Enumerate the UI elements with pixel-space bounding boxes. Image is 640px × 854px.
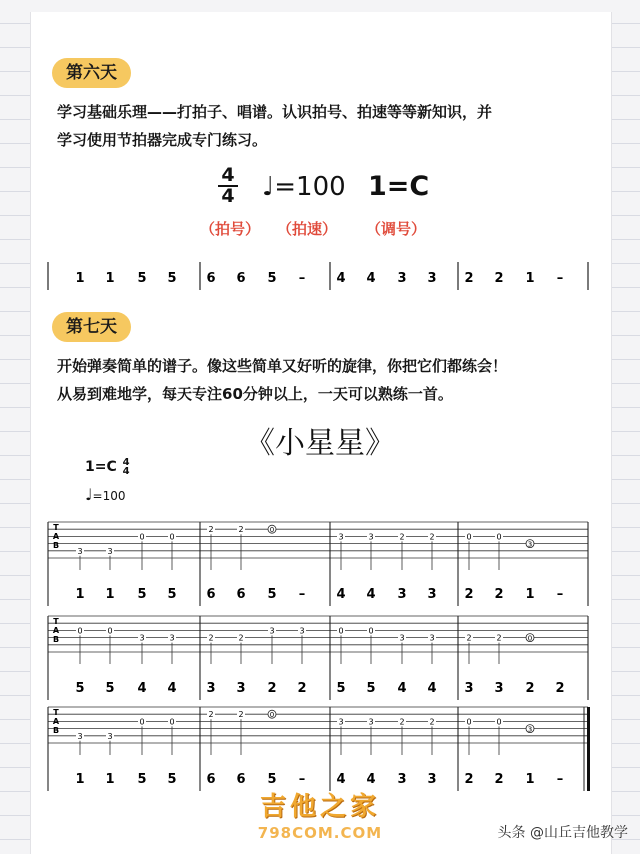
tab-clef-letter: B	[52, 635, 60, 644]
tab-fret-number: 3	[139, 633, 145, 643]
tab-clef-letter: T	[53, 708, 59, 717]
day6-note: 1	[525, 271, 535, 286]
time-signature-bottom: 4	[221, 185, 235, 207]
song-note: 1	[75, 587, 85, 602]
watermark-logo: 吉他之家	[259, 792, 380, 822]
song-note: 5	[267, 772, 277, 787]
song-note: 3	[494, 681, 504, 696]
song-note: 1	[525, 587, 535, 602]
label-key: （调号）	[366, 220, 427, 238]
song-note: 2	[555, 681, 565, 696]
label-tempo: （拍速）	[277, 220, 338, 238]
tab-fret-number: 0	[338, 626, 344, 636]
song-note: 5	[105, 681, 115, 696]
watermark-url: 798COM.COM	[257, 824, 383, 842]
day6-note: –	[298, 271, 306, 286]
author-credit: 头条 @山丘吉他教学	[497, 825, 628, 841]
tab-fret-number: 3	[399, 633, 405, 643]
song-note: 1	[525, 772, 535, 787]
day7-line-1: 开始弹奏简单的谱子。像这些简单又好听的旋律，你把它们都练会！	[57, 357, 508, 375]
song-note: –	[556, 587, 564, 602]
song-note: 4	[137, 681, 147, 696]
tempo-value: =100	[274, 172, 346, 202]
song-note: 3	[464, 681, 474, 696]
tab-clef-letter: A	[52, 626, 60, 635]
song-note: 6	[206, 772, 216, 787]
song-note: 6	[206, 587, 216, 602]
tab-fret-number: 3	[77, 546, 83, 556]
song-note: 4	[336, 587, 346, 602]
song-note: 4	[336, 772, 346, 787]
tab-clef-letter: B	[52, 726, 60, 735]
tab-clef-letter: A	[52, 717, 60, 726]
tab-fret-number: 0	[466, 717, 472, 727]
tab-fret-number: 3	[368, 532, 374, 542]
tab-fret-number: 0	[169, 532, 175, 542]
song-note: –	[556, 772, 564, 787]
song-note: 2	[297, 681, 307, 696]
tab-fret-number: 0	[496, 717, 502, 727]
day6-note: 4	[366, 271, 376, 286]
day6-note: 1	[75, 271, 85, 286]
tab-fret-number: 3	[368, 717, 374, 727]
tab-fret-number: 0	[107, 626, 113, 636]
day6-line-2: 学习使用节拍器完成专门练习。	[57, 131, 268, 149]
day6-note: 5	[167, 271, 177, 286]
tab-fret-number: 2	[238, 710, 244, 720]
day6-note: 5	[267, 271, 277, 286]
song-note: 5	[366, 681, 376, 696]
song-note: 3	[206, 681, 216, 696]
quarter-note-icon: ♩	[262, 172, 275, 202]
tab-clef-letter: B	[52, 541, 60, 550]
day6-note: 6	[236, 271, 246, 286]
day6-note: 5	[137, 271, 147, 286]
tab-clef-letter: T	[53, 523, 59, 532]
song-note: 4	[427, 681, 437, 696]
final-thick-barline	[587, 707, 590, 791]
tab-fret-number: 3	[269, 626, 275, 636]
song-note: 2	[494, 772, 504, 787]
day6-badge: 第六天	[52, 58, 131, 88]
tab-fret-number: 3	[169, 633, 175, 643]
tab-fret-number: 3	[338, 532, 344, 542]
day7-line-2: 从易到难地学，每天专注60分钟以上，一天可以熟练一首。	[57, 385, 453, 403]
tab-clef-letter: A	[52, 532, 60, 541]
day6-note: 4	[336, 271, 346, 286]
song-note: 4	[397, 681, 407, 696]
tab-fret-number: 3	[77, 731, 83, 741]
song-note: 2	[464, 587, 474, 602]
song-note: 2	[494, 587, 504, 602]
tab-fret-number: 0	[269, 711, 275, 720]
song-note: 6	[236, 587, 246, 602]
tab-fret-number: 3	[107, 731, 113, 741]
song-note: 4	[167, 681, 177, 696]
song-note: 5	[137, 772, 147, 787]
song-note: 5	[137, 587, 147, 602]
tab-fret-number: 2	[429, 717, 435, 727]
song-note: 6	[236, 772, 246, 787]
day7-badge: 第七天	[52, 312, 131, 342]
song-note: 3	[427, 772, 437, 787]
day6-note: 2	[494, 271, 504, 286]
song-note: 3	[397, 772, 407, 787]
tab-fret-number: 0	[269, 526, 275, 535]
tab-clef-letter: T	[53, 617, 59, 626]
tab-fret-number: 0	[466, 532, 472, 542]
song-note: 4	[366, 772, 376, 787]
tab-fret-number: 0	[527, 634, 533, 643]
song-note: 3	[427, 587, 437, 602]
tab-fret-number: 2	[208, 525, 214, 535]
tab-fret-number: 2	[238, 633, 244, 643]
tab-fret-number: 2	[399, 717, 405, 727]
song-note: 5	[167, 587, 177, 602]
song-key-text: 1=C	[85, 459, 117, 475]
tab-fret-number: 2	[496, 633, 502, 643]
day6-note: 3	[427, 271, 437, 286]
song-note: 5	[336, 681, 346, 696]
song-note: 3	[397, 587, 407, 602]
tab-fret-number: 3	[527, 725, 533, 734]
song-note: 1	[105, 772, 115, 787]
tab-fret-number: 0	[139, 717, 145, 727]
tab-fret-number: 2	[466, 633, 472, 643]
tab-fret-number: 0	[368, 626, 374, 636]
day6-note: 2	[464, 271, 474, 286]
song-note: 3	[236, 681, 246, 696]
tab-fret-number: 3	[107, 546, 113, 556]
song-note: 1	[105, 587, 115, 602]
song-title: 《小星星》	[245, 426, 395, 461]
song-note: 2	[525, 681, 535, 696]
tab-fret-number: 0	[139, 532, 145, 542]
song-note: 2	[464, 772, 474, 787]
day6-line-1: 学习基础乐理——打拍子、唱谱。认识拍号、拍速等等新知识，并	[57, 103, 493, 121]
time-signature-top: 4	[221, 164, 235, 186]
song-note: –	[298, 772, 306, 787]
tab-fret-number: 2	[399, 532, 405, 542]
song-note: 5	[167, 772, 177, 787]
tab-fret-number: 3	[429, 633, 435, 643]
song-note: 5	[267, 587, 277, 602]
tab-fret-number: 0	[169, 717, 175, 727]
song-note: 2	[267, 681, 277, 696]
tab-fret-number: 2	[429, 532, 435, 542]
song-note: –	[298, 587, 306, 602]
key-signature: 1=C	[368, 171, 430, 202]
day6-note: 6	[206, 271, 216, 286]
tab-fret-number: 2	[208, 710, 214, 720]
tab-fret-number: 3	[527, 540, 533, 549]
tab-fret-number: 0	[496, 532, 502, 542]
quarter-note-icon: ♩	[85, 485, 93, 504]
label-time-signature: （拍号）	[200, 220, 261, 238]
day6-note: –	[556, 271, 564, 286]
song-note: 1	[75, 772, 85, 787]
day6-note: 1	[105, 271, 115, 286]
tab-fret-number: 3	[338, 717, 344, 727]
song-tempo: ♩=100	[85, 485, 126, 504]
song-time-signature: 4 4	[122, 457, 130, 477]
tab-fret-number: 3	[299, 626, 305, 636]
tab-fret-number: 0	[77, 626, 83, 636]
tab-fret-number: 2	[238, 525, 244, 535]
song-note: 5	[75, 681, 85, 696]
tab-fret-number: 2	[208, 633, 214, 643]
day6-note: 3	[397, 271, 407, 286]
song-note: 4	[366, 587, 376, 602]
